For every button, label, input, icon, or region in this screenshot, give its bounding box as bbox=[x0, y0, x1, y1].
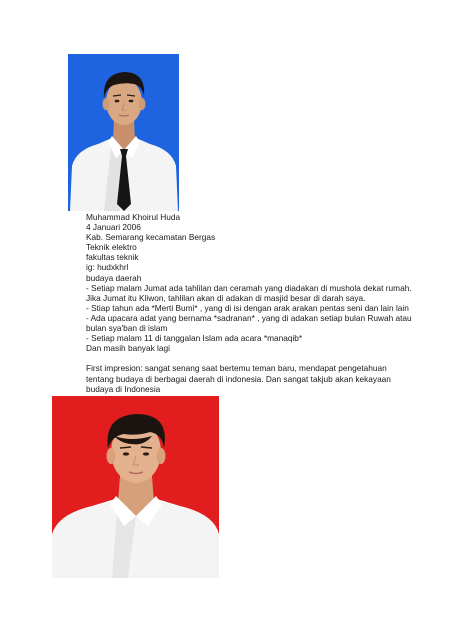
eye-right bbox=[143, 452, 149, 455]
ear-right bbox=[139, 98, 146, 110]
portrait-photo-blue bbox=[68, 54, 179, 211]
profile-origin: Kab. Semarang kecamatan Bergas bbox=[86, 232, 216, 243]
profile-faculty: fakultas teknik bbox=[86, 252, 139, 263]
culture-closing: Dan masih banyak lagi bbox=[86, 343, 170, 354]
ear-right bbox=[157, 448, 166, 464]
portrait-illustration-1 bbox=[68, 54, 179, 211]
eye-left bbox=[115, 100, 120, 103]
profile-instagram: ig: hudxkhrl bbox=[86, 262, 129, 273]
eye-left bbox=[123, 452, 129, 455]
paragraph-spacer bbox=[86, 353, 426, 363]
culture-item: - Stiap tahun ada *Merti Bumi* , yang di isi dengan arak arakan pentas seni dan lain lain bbox=[86, 302, 409, 313]
profile-birth-date: 4 Januari 2006 bbox=[86, 222, 141, 233]
profile-text bbox=[86, 212, 426, 394]
eye-right bbox=[129, 100, 134, 103]
first-impression: First impresion: sangat senang saat bertemu teman baru, mendapat pengetahuan tentang budaya di berbagai daerah di indonesia. Dan sangat takjub akan kekayaan budaya di Indonesia bbox=[86, 363, 391, 394]
ear-left bbox=[107, 448, 116, 464]
culture-item: - Setiap malam 11 di tanggalan Islam ada acara *manaqib* bbox=[86, 333, 303, 344]
culture-item: - Ada upacara adat yang bernama *sadranan* , yang di adakan setiap bulan Ruwah atau bulan sya'ban di islam bbox=[86, 312, 412, 334]
ear-left bbox=[103, 98, 110, 110]
portrait-illustration-2 bbox=[52, 396, 219, 578]
profile-name: Muhammad Khoirul Huda bbox=[86, 212, 181, 222]
culture-heading: budaya daerah bbox=[86, 272, 142, 283]
portrait-photo-red bbox=[52, 396, 219, 578]
culture-item: - Setiap malam Jumat ada tahlilan dan ceramah yang diadakan di mushola dekat rumah. Jika Jumat itu Kliwon, tahlilan akan di adakan di masjid besar di darah saya. bbox=[86, 282, 412, 303]
profile-major: Teknik elektro bbox=[86, 242, 137, 253]
